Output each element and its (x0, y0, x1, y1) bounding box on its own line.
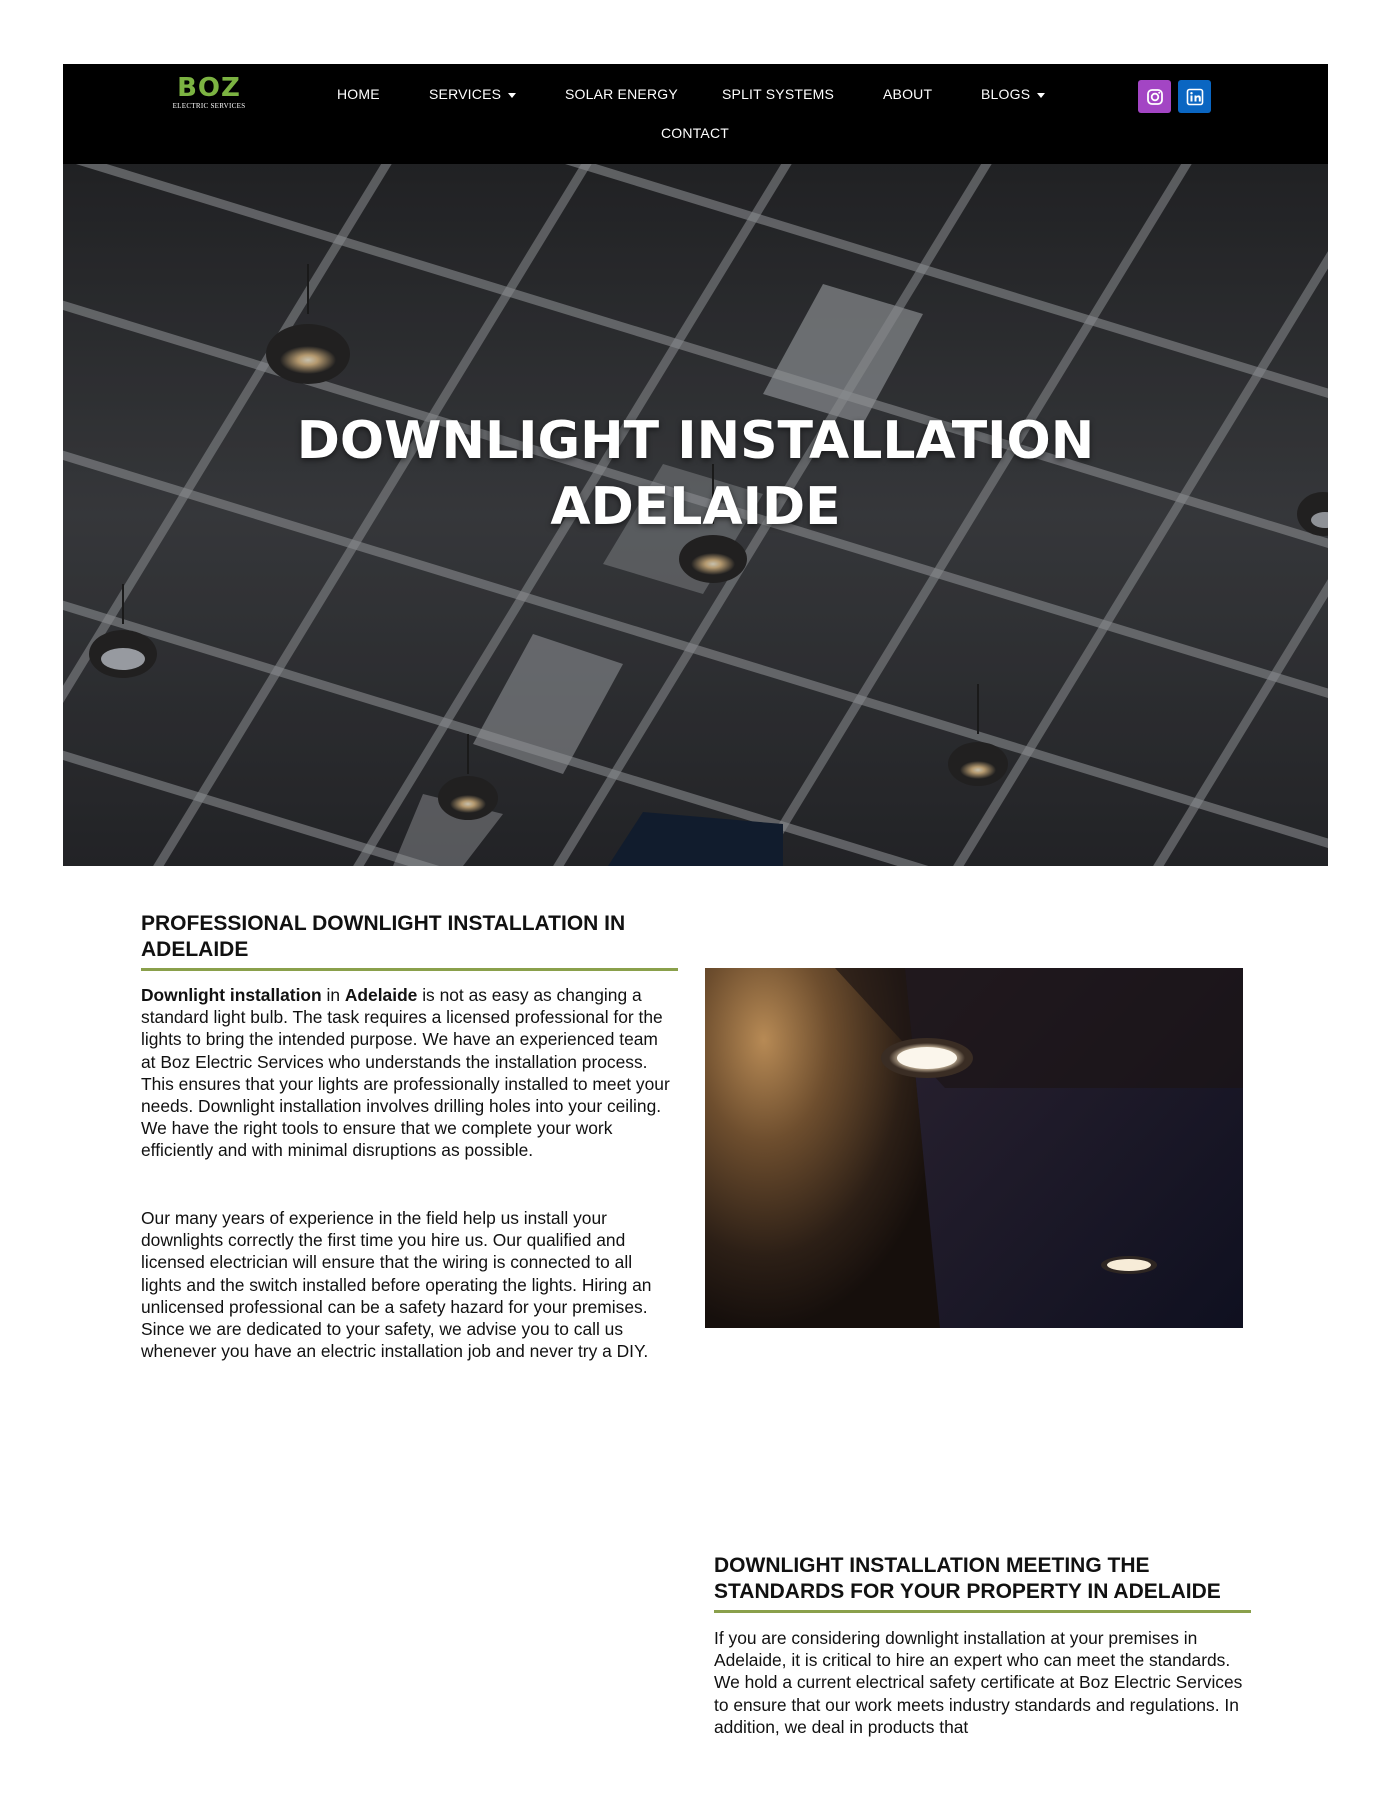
section-heading-professional-installation (141, 911, 681, 963)
nav-item-solar-energy[interactable] (565, 86, 678, 102)
downlight-photo (705, 968, 1243, 1328)
nav-item-label: CONTACT (661, 125, 730, 141)
downlight-image (705, 968, 1243, 1328)
linkedin-icon (1186, 88, 1204, 106)
experience-paragraph: Our many years of experience in the field help us install your downlights correctly the first time you hire us. Our qualified and licensed electrician will ensure that the wiring is connected to all lights and the switch installed before operating the lights. Hiring an unlicensed professional can be a safety hazard for your premises. Since we are dedicated to your safety, we advise you to call us whenever you have an electric installation job and never try a DIY. (141, 1208, 652, 1362)
instagram-link[interactable] (1138, 80, 1171, 113)
standards-paragraph: If you are considering downlight installation at your premises in Adelaide, it is critical to hire an expert who can meet the standards. We hold a current electrical safety certificate at Boz Electric Services to ensure that our work meets industry standards and regulations. In addition, we deal in products that (714, 1628, 1243, 1737)
boz-logo[interactable] (169, 75, 249, 111)
nav-item-split-systems[interactable] (722, 86, 834, 102)
heading-line-2: ADELAIDE (141, 938, 249, 961)
chevron-down-icon (1037, 93, 1045, 98)
site-header (63, 64, 1328, 164)
bold-adelaide: Adelaide (344, 985, 418, 1005)
nav-item-about[interactable] (883, 86, 932, 102)
logo-word: BOZ (177, 73, 241, 103)
section-heading-meeting-standards (714, 1553, 1274, 1605)
nav-item-contact[interactable] (661, 125, 729, 141)
nav-item-label: SOLAR ENERGY (565, 86, 678, 102)
instagram-icon (1146, 88, 1164, 106)
intro-paragraph (141, 984, 671, 1162)
heading-line-1: PROFESSIONAL DOWNLIGHT INSTALLATION IN (141, 912, 626, 935)
nav-item-label: HOME (337, 86, 380, 102)
heading-divider (714, 1610, 1251, 1613)
hero-banner (63, 164, 1328, 866)
bold-downlight-installation: Downlight installation (141, 985, 322, 1005)
hero-title-line-2: ADELAIDE (550, 477, 841, 537)
logo-subtitle: ELECTRIC SERVICES (172, 102, 246, 110)
nav-item-blogs[interactable] (981, 86, 1045, 102)
nav-item-label: SPLIT SYSTEMS (722, 86, 835, 102)
nav-item-label: SERVICES (429, 86, 502, 102)
nav-item-home[interactable] (337, 86, 380, 102)
hero-title-line-1: DOWNLIGHT INSTALLATION (296, 411, 1095, 471)
nav-item-services[interactable] (429, 86, 516, 102)
paragraph-fragment: in (321, 985, 345, 1005)
nav-item-label: BLOGS (981, 86, 1031, 102)
paragraph-fragment: is not as easy as changing a standard light bulb. The task requires a licensed professional for the lights to bring the intended purpose. We have an experienced team at Boz Electric Services who understands the installation process. This ensures that your lights are professionally installed to meet your needs. Downlight installation involves drilling holes into your ceiling. We have the right tools to ensure that we complete your work efficiently and with minimal disruptions as possible. (141, 985, 670, 1161)
heading-divider (141, 968, 678, 971)
hero-title (63, 408, 1328, 540)
nav-item-label: ABOUT (883, 86, 933, 102)
heading-line-1: DOWNLIGHT INSTALLATION MEETING THE (714, 1554, 1150, 1577)
heading-line-2: STANDARDS FOR YOUR PROPERTY IN ADELAIDE (714, 1580, 1221, 1603)
linkedin-link[interactable] (1178, 80, 1211, 113)
chevron-down-icon (508, 93, 516, 98)
